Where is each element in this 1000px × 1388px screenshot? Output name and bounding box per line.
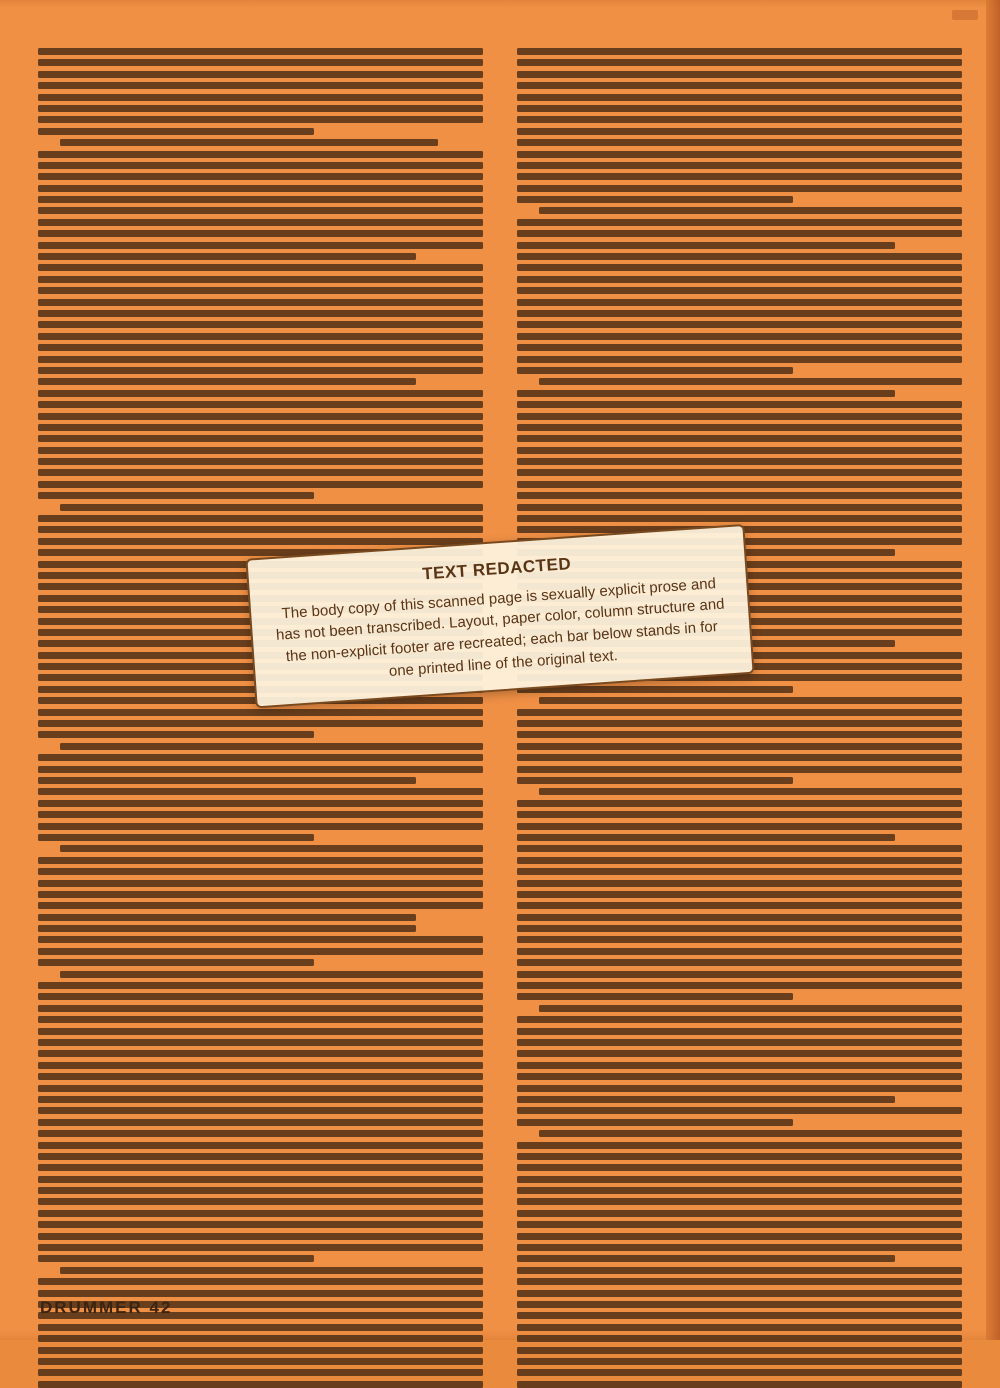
redacted-text-line xyxy=(38,1039,483,1046)
redacted-text-line xyxy=(517,1085,962,1092)
redacted-text-line xyxy=(60,743,483,750)
redacted-text-line xyxy=(38,264,483,271)
redacted-text-line xyxy=(38,914,416,921)
redacted-text-line xyxy=(38,128,314,135)
redacted-text-line xyxy=(517,321,962,328)
redacted-text-line xyxy=(517,333,962,340)
redacted-text-line xyxy=(517,959,962,966)
redacted-text-line xyxy=(517,1210,962,1217)
redacted-text-line xyxy=(38,1381,483,1388)
redacted-text-line xyxy=(517,139,962,146)
redacted-text-line xyxy=(60,504,483,511)
redacted-text-line xyxy=(38,1119,483,1126)
footer-label: DRUMMER 42 xyxy=(40,1298,173,1317)
redacted-text-line xyxy=(517,845,962,852)
redacted-text-line xyxy=(38,1244,483,1251)
page-footer xyxy=(40,1298,172,1318)
redacted-text-line xyxy=(38,447,483,454)
redacted-text-line xyxy=(38,1164,483,1171)
scan-artifact xyxy=(952,10,978,20)
redacted-text-line xyxy=(38,925,416,932)
redacted-text-line xyxy=(38,982,483,989)
redacted-text-line xyxy=(517,299,962,306)
redacted-text-line xyxy=(517,1176,962,1183)
redacted-text-line xyxy=(38,1153,483,1160)
redacted-text-line xyxy=(517,264,962,271)
redacted-text-line xyxy=(517,1358,962,1365)
redacted-text-line xyxy=(38,1233,483,1240)
redacted-text-line xyxy=(517,48,962,55)
redacted-text-line xyxy=(517,811,962,818)
redacted-text-line xyxy=(517,1142,962,1149)
redacted-text-line xyxy=(38,276,483,283)
redacted-text-line xyxy=(38,1085,483,1092)
redacted-text-line xyxy=(60,845,483,852)
redacted-text-line xyxy=(38,151,483,158)
redacted-text-line xyxy=(517,435,962,442)
redacted-text-line xyxy=(539,697,962,704)
redacted-text-line xyxy=(517,59,962,66)
redacted-text-line xyxy=(38,754,483,761)
redacted-text-line xyxy=(517,515,962,522)
redacted-text-line xyxy=(38,173,483,180)
redacted-text-line xyxy=(38,242,483,249)
redacted-text-line xyxy=(517,162,962,169)
redacted-text-line xyxy=(38,230,483,237)
redacted-text-line xyxy=(517,242,895,249)
redacted-text-line xyxy=(38,800,483,807)
redacted-text-line xyxy=(517,481,962,488)
redacted-text-line xyxy=(517,253,962,260)
redacted-text-line xyxy=(539,788,962,795)
redacted-text-line xyxy=(38,880,483,887)
redacted-text-line xyxy=(517,709,962,716)
redacted-text-line xyxy=(38,1107,483,1114)
redacted-text-line xyxy=(517,447,962,454)
redacted-text-line xyxy=(38,82,483,89)
redacted-text-line xyxy=(517,993,793,1000)
scan-edge-right xyxy=(986,0,1000,1340)
redacted-text-line xyxy=(38,788,483,795)
redacted-text-line xyxy=(38,1324,483,1331)
redacted-text-line xyxy=(517,971,962,978)
redacted-text-line xyxy=(517,185,962,192)
redacted-text-line xyxy=(38,1278,483,1285)
redacted-text-line xyxy=(517,743,962,750)
redacted-text-line xyxy=(517,1119,793,1126)
redacted-text-line xyxy=(38,1221,483,1228)
redacted-text-line xyxy=(38,959,314,966)
redacted-text-line xyxy=(517,356,962,363)
redacted-text-line xyxy=(517,1187,962,1194)
redacted-text-line xyxy=(60,139,438,146)
redacted-text-line xyxy=(38,515,483,522)
redacted-text-line xyxy=(38,1142,483,1149)
redacted-text-line xyxy=(517,390,895,397)
redacted-text-line xyxy=(38,1210,483,1217)
redacted-text-line xyxy=(517,1312,962,1319)
redacted-text-line xyxy=(38,219,483,226)
redacted-text-line xyxy=(517,936,962,943)
redacted-text-line xyxy=(517,424,962,431)
redacted-text-line xyxy=(38,71,483,78)
redacted-text-line xyxy=(60,971,483,978)
redacted-text-line xyxy=(38,481,483,488)
redacted-text-line xyxy=(38,731,314,738)
redacted-text-line xyxy=(517,1073,962,1080)
redacted-text-line xyxy=(38,1062,483,1069)
redacted-text-line xyxy=(38,48,483,55)
redacted-text-line xyxy=(517,1244,962,1251)
redacted-text-line xyxy=(38,823,483,830)
redacted-text-line xyxy=(517,469,962,476)
redacted-text-line xyxy=(38,378,416,385)
redacted-text-line xyxy=(38,390,483,397)
redacted-text-line xyxy=(38,1335,483,1342)
redacted-text-line xyxy=(517,731,962,738)
redacted-text-line xyxy=(38,116,483,123)
redacted-text-line xyxy=(38,709,483,716)
redacted-text-line xyxy=(38,1198,483,1205)
redacted-text-line xyxy=(517,948,962,955)
redacted-text-line xyxy=(517,766,962,773)
redacted-text-line xyxy=(38,720,483,727)
redacted-text-line xyxy=(517,1107,962,1114)
redacted-text-line xyxy=(517,1221,962,1228)
redacted-text-line xyxy=(517,1198,962,1205)
redacted-text-line xyxy=(517,230,962,237)
redacted-text-line xyxy=(38,993,483,1000)
redacted-text-line xyxy=(539,1130,962,1137)
redacted-text-line xyxy=(38,469,483,476)
redacted-text-line xyxy=(517,720,962,727)
redacted-text-line xyxy=(517,1050,962,1057)
redacted-text-line xyxy=(38,1290,483,1297)
redacted-text-line xyxy=(517,868,962,875)
redacted-text-line xyxy=(517,401,962,408)
redacted-text-line xyxy=(38,367,483,374)
redacted-text-line xyxy=(517,1278,962,1285)
redacted-text-line xyxy=(517,777,793,784)
redacted-text-line xyxy=(517,492,962,499)
redacted-text-line xyxy=(517,902,962,909)
redacted-text-line xyxy=(38,435,483,442)
redacted-text-line xyxy=(517,82,962,89)
redacted-text-line xyxy=(517,1267,962,1274)
redacted-text-line xyxy=(517,504,962,511)
redacted-text-line xyxy=(517,1381,962,1388)
redacted-text-line xyxy=(38,105,483,112)
redacted-text-line xyxy=(517,1062,962,1069)
redacted-text-line xyxy=(38,902,483,909)
redacted-text-line xyxy=(38,1016,483,1023)
redacted-text-line xyxy=(517,310,962,317)
redacted-text-line xyxy=(517,823,962,830)
redacted-text-line xyxy=(517,1096,895,1103)
scan-edge-top xyxy=(0,0,1000,8)
redacted-text-line xyxy=(517,196,793,203)
redacted-text-line xyxy=(38,344,483,351)
redacted-text-line xyxy=(539,1005,962,1012)
redacted-text-line xyxy=(38,207,483,214)
redacted-text-line xyxy=(38,94,483,101)
redacted-text-line xyxy=(38,1130,483,1137)
redacted-text-line xyxy=(38,891,483,898)
redacted-text-line xyxy=(38,1347,483,1354)
redacted-text-line xyxy=(38,777,416,784)
redacted-text-line xyxy=(38,356,483,363)
redacted-text-line xyxy=(517,151,962,158)
redacted-text-line xyxy=(517,686,793,693)
redacted-text-line xyxy=(517,1255,895,1262)
redacted-text-line xyxy=(38,321,483,328)
redacted-text-line xyxy=(517,1290,962,1297)
redacted-text-line xyxy=(38,1005,483,1012)
redacted-text-line xyxy=(517,1369,962,1376)
redacted-text-line xyxy=(517,344,962,351)
redacted-text-line xyxy=(38,1369,483,1376)
redacted-text-line xyxy=(38,1028,483,1035)
redacted-text-line xyxy=(517,1016,962,1023)
redacted-text-line xyxy=(38,1358,483,1365)
redacted-text-line xyxy=(539,207,962,214)
redacted-text-line xyxy=(38,458,483,465)
redacted-text-line xyxy=(38,59,483,66)
redacted-text-line xyxy=(38,1050,483,1057)
redacted-text-line xyxy=(38,162,483,169)
redacted-text-line xyxy=(517,1039,962,1046)
redacted-text-line xyxy=(517,880,962,887)
redaction-body: The body copy of this scanned page is sexually explicit prose and has not been transcribed. Layout, paper color, column structure and the non-explicit footer are recreated; each bar below stands in for one printed line of the original text. xyxy=(275,575,726,681)
redacted-text-line xyxy=(38,868,483,875)
redacted-text-line xyxy=(517,1347,962,1354)
redacted-text-line xyxy=(517,914,962,921)
redacted-text-line xyxy=(38,857,483,864)
redacted-text-line xyxy=(38,1096,483,1103)
redacted-text-line xyxy=(517,128,962,135)
redacted-text-line xyxy=(38,766,483,773)
redacted-text-line xyxy=(60,1267,483,1274)
redacted-text-line xyxy=(517,1164,962,1171)
redacted-text-line xyxy=(517,367,793,374)
redacted-text-line xyxy=(38,185,483,192)
redacted-text-line xyxy=(517,105,962,112)
redacted-text-line xyxy=(38,936,483,943)
redacted-text-line xyxy=(517,800,962,807)
redacted-text-line xyxy=(517,71,962,78)
redacted-text-line xyxy=(38,811,483,818)
redacted-text-line xyxy=(38,196,483,203)
redacted-text-line xyxy=(38,1255,314,1262)
redacted-text-line xyxy=(38,492,314,499)
redacted-text-line xyxy=(38,1176,483,1183)
redacted-text-line xyxy=(517,1233,962,1240)
redacted-text-line xyxy=(38,1073,483,1080)
redacted-text-line xyxy=(517,925,962,932)
redacted-text-line xyxy=(38,834,314,841)
redacted-text-line xyxy=(38,948,483,955)
redacted-text-line xyxy=(517,1301,962,1308)
redacted-text-line xyxy=(539,378,962,385)
redacted-text-line xyxy=(38,287,483,294)
redacted-text-line xyxy=(517,94,962,101)
redacted-text-line xyxy=(517,754,962,761)
redacted-text-line xyxy=(517,1153,962,1160)
redacted-text-line xyxy=(38,538,483,545)
redacted-text-line xyxy=(38,310,483,317)
redacted-text-line xyxy=(38,299,483,306)
redacted-text-line xyxy=(517,219,962,226)
redacted-text-line xyxy=(517,1028,962,1035)
redaction-title: TEXT REDACTED xyxy=(421,554,572,584)
redacted-text-line xyxy=(38,253,416,260)
redacted-text-line xyxy=(38,526,483,533)
redacted-text-line xyxy=(38,413,483,420)
redacted-text-line xyxy=(517,857,962,864)
redacted-text-line xyxy=(517,173,962,180)
redacted-text-line xyxy=(517,458,962,465)
redacted-text-line xyxy=(38,424,483,431)
redacted-text-line xyxy=(517,287,962,294)
redacted-text-line xyxy=(517,116,962,123)
redacted-text-line xyxy=(517,834,895,841)
redacted-text-line xyxy=(38,1187,483,1194)
redacted-text-line xyxy=(517,1335,962,1342)
redacted-text-line xyxy=(38,333,483,340)
redacted-text-line xyxy=(517,276,962,283)
redacted-text-line xyxy=(517,1324,962,1331)
redacted-text-line xyxy=(38,401,483,408)
redacted-text-line xyxy=(517,982,962,989)
redacted-text-line xyxy=(517,891,962,898)
redacted-text-line xyxy=(517,413,962,420)
